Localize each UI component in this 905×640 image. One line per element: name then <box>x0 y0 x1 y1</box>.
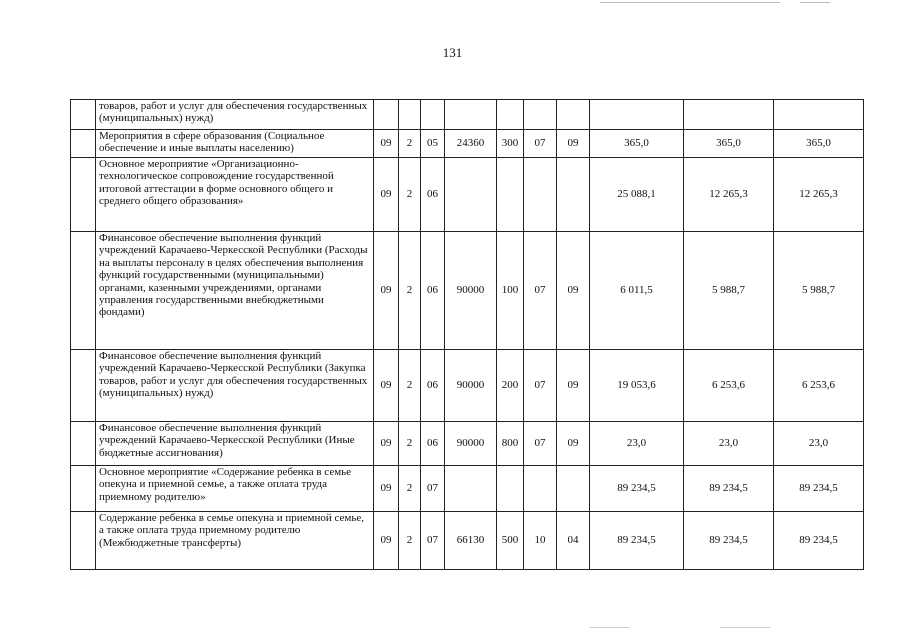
amount-year-1: 6 011,5 <box>590 232 684 350</box>
table-row <box>71 350 864 422</box>
scan-edge-line <box>590 627 630 628</box>
row-number-cell <box>71 158 96 232</box>
amount-year-3 <box>774 100 864 130</box>
table-row <box>71 100 864 130</box>
code-subdivision: 09 <box>557 130 590 158</box>
table-row <box>71 422 864 466</box>
page-number: 131 <box>442 45 463 60</box>
amount-year-3: 5 988,7 <box>774 232 864 350</box>
row-name: Мероприятия в сфере образования (Социальное обеспечение и иные выплаты населению) <box>96 130 374 158</box>
code-section: 09 <box>374 158 399 232</box>
amount-year-2: 5 988,7 <box>684 232 774 350</box>
code-division: 07 <box>524 130 557 158</box>
code-section: 09 <box>374 422 399 466</box>
code-subprogram: 07 <box>421 466 445 512</box>
amount-year-3: 6 253,6 <box>774 350 864 422</box>
code-expense-type <box>497 100 524 130</box>
amount-year-3: 23,0 <box>774 422 864 466</box>
code-subprogram: 06 <box>421 232 445 350</box>
code-division: 07 <box>524 232 557 350</box>
code-division <box>524 466 557 512</box>
code-subdivision: 09 <box>557 350 590 422</box>
row-name: Основное мероприятие «Содержание ребенка в семье опекуна и приемной семье, а также оплата труда приемному родителю» <box>96 466 374 512</box>
code-subdivision <box>557 158 590 232</box>
code-program: 2 <box>399 422 421 466</box>
code-program: 2 <box>399 350 421 422</box>
code-direction <box>445 466 497 512</box>
code-subdivision: 04 <box>557 512 590 570</box>
row-name: товаров, работ и услуг для обеспечения государственных (муниципальных) нужд) <box>96 100 374 130</box>
amount-year-2: 23,0 <box>684 422 774 466</box>
code-program: 2 <box>399 232 421 350</box>
code-expense-type: 500 <box>497 512 524 570</box>
amount-year-2: 6 253,6 <box>684 350 774 422</box>
row-number-cell <box>71 422 96 466</box>
amount-year-1: 19 053,6 <box>590 350 684 422</box>
code-direction: 90000 <box>445 232 497 350</box>
row-number-cell <box>71 512 96 570</box>
amount-year-3: 89 234,5 <box>774 466 864 512</box>
code-subprogram: 06 <box>421 158 445 232</box>
budget-table <box>70 99 864 570</box>
row-number-cell <box>71 466 96 512</box>
code-program: 2 <box>399 466 421 512</box>
code-subprogram: 05 <box>421 130 445 158</box>
code-subdivision <box>557 100 590 130</box>
table-row <box>71 158 864 232</box>
code-subdivision: 09 <box>557 232 590 350</box>
row-number-cell <box>71 232 96 350</box>
code-program: 2 <box>399 512 421 570</box>
code-subdivision: 09 <box>557 422 590 466</box>
amount-year-2: 89 234,5 <box>684 512 774 570</box>
code-subprogram: 06 <box>421 350 445 422</box>
table-row <box>71 512 864 570</box>
scan-edge-line <box>720 627 770 628</box>
code-subprogram: 07 <box>421 512 445 570</box>
amount-year-1: 23,0 <box>590 422 684 466</box>
code-expense-type <box>497 158 524 232</box>
amount-year-3: 89 234,5 <box>774 512 864 570</box>
amount-year-2 <box>684 100 774 130</box>
code-subprogram <box>421 100 445 130</box>
code-expense-type: 100 <box>497 232 524 350</box>
amount-year-1: 25 088,1 <box>590 158 684 232</box>
code-direction: 90000 <box>445 350 497 422</box>
code-expense-type: 200 <box>497 350 524 422</box>
code-direction: 24360 <box>445 130 497 158</box>
code-section: 09 <box>374 350 399 422</box>
code-subprogram: 06 <box>421 422 445 466</box>
amount-year-3: 365,0 <box>774 130 864 158</box>
amount-year-1 <box>590 100 684 130</box>
code-expense-type <box>497 466 524 512</box>
row-number-cell <box>71 350 96 422</box>
code-division: 07 <box>524 350 557 422</box>
code-expense-type: 300 <box>497 130 524 158</box>
amount-year-2: 365,0 <box>684 130 774 158</box>
code-section <box>374 100 399 130</box>
amount-year-1: 365,0 <box>590 130 684 158</box>
table-row <box>71 232 864 350</box>
code-section: 09 <box>374 232 399 350</box>
scan-edge-line <box>600 2 780 3</box>
amount-year-2: 12 265,3 <box>684 158 774 232</box>
table-row <box>71 466 864 512</box>
row-number-cell <box>71 130 96 158</box>
amount-year-1: 89 234,5 <box>590 512 684 570</box>
code-direction: 66130 <box>445 512 497 570</box>
code-program: 2 <box>399 130 421 158</box>
row-name: Основное мероприятие «Организационно-технологическое сопровождение государственной итоговой аттестации в форме основного общего и среднего общего образования» <box>96 158 374 232</box>
amount-year-2: 89 234,5 <box>684 466 774 512</box>
amount-year-1: 89 234,5 <box>590 466 684 512</box>
row-number-cell <box>71 100 96 130</box>
table-row <box>71 130 864 158</box>
code-division: 10 <box>524 512 557 570</box>
code-division <box>524 158 557 232</box>
code-program: 2 <box>399 158 421 232</box>
code-direction <box>445 158 497 232</box>
code-direction <box>445 100 497 130</box>
amount-year-3: 12 265,3 <box>774 158 864 232</box>
code-expense-type: 800 <box>497 422 524 466</box>
row-name: Финансовое обеспечение выполнения функций учреждений Карачаево-Черкесской Республики (Расходы на выплаты персоналу в целях обеспечения выполнения функций государственными (муниципальными) органами, казенными учреждениями, органами управления государственными внебюджетными фондами) <box>96 232 374 350</box>
code-section: 09 <box>374 512 399 570</box>
code-section: 09 <box>374 130 399 158</box>
code-division: 07 <box>524 422 557 466</box>
table-body <box>71 100 864 570</box>
code-subdivision <box>557 466 590 512</box>
code-program <box>399 100 421 130</box>
row-name: Финансовое обеспечение выполнения функций учреждений Карачаево-Черкесской Республики (Закупка товаров, работ и услуг для обеспечения государственных (муниципальных) нужд) <box>96 350 374 422</box>
code-section: 09 <box>374 466 399 512</box>
code-direction: 90000 <box>445 422 497 466</box>
scan-edge-line <box>800 2 830 3</box>
row-name: Финансовое обеспечение выполнения функций учреждений Карачаево-Черкесской Республики (Иные бюджетные ассигнования) <box>96 422 374 466</box>
code-division <box>524 100 557 130</box>
row-name: Содержание ребенка в семье опекуна и приемной семье, а также оплата труда приемному родителю (Межбюджетные трансферты) <box>96 512 374 570</box>
